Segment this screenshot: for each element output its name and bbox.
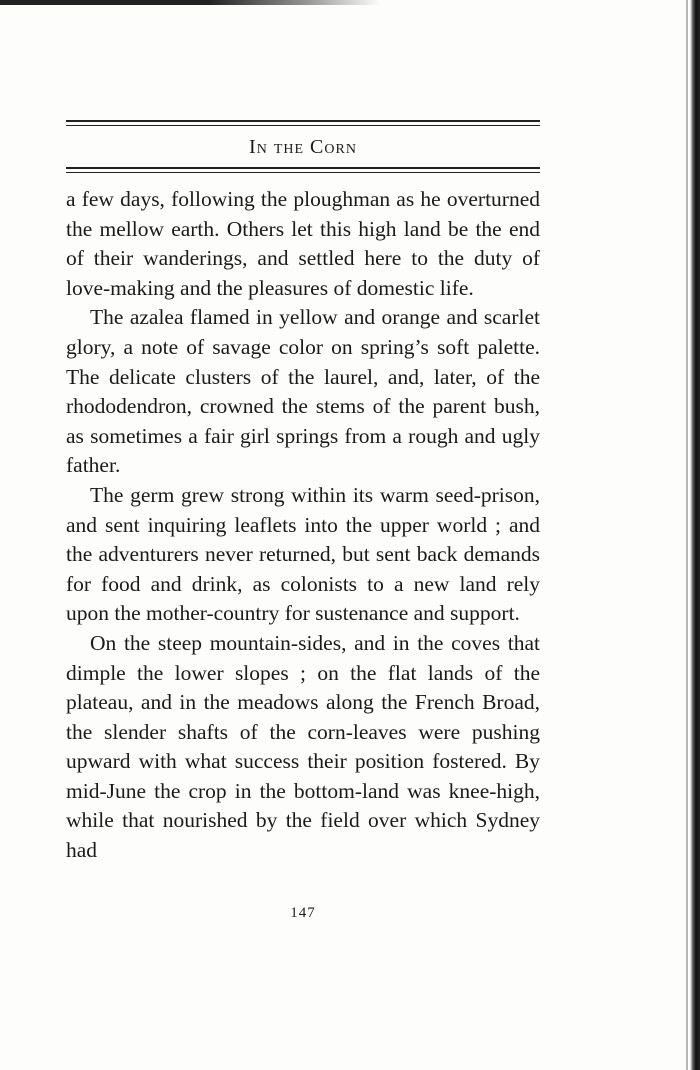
scan-right-edge	[690, 0, 700, 1070]
paragraph: On the steep mountain-sides, and in the coves that dimple the lower slopes ; on the flat lands of the plateau, and in the meadows along the French Broad, the slender shafts of the corn-leaves were pushing upward with what success their position fostered. By mid-June the crop in the bottom-land was knee-high, while that nourished by the field over which Sydney had	[66, 630, 540, 863]
scan-top-edge	[0, 0, 380, 5]
paragraph: The germ grew strong within its warm seed-prison, and sent inquiring leaflets into the upper world ; and the adventurers never returned, but sent back demands for food and drink, as colonists to a new land rely upon the mother-country for sustenance and support.	[66, 482, 540, 626]
header-rule-top	[66, 120, 540, 126]
header-rule-bottom	[66, 167, 540, 173]
paragraph: The azalea flamed in yellow and orange and scarlet glory, a note of savage color on spring’s soft palette. The delicate clusters of the laurel, and, later, of the rhododendron, crowned the stems of the parent bush, as sometimes a fair girl springs from a rough and ugly father.	[66, 305, 540, 478]
paragraph: a few days, following the ploughman as he overturned the mellow earth. Others let this high land be the end of their wanderings, and settled here to the duty of love-making and the pleasures of domestic life.	[66, 187, 540, 300]
body-text	[66, 185, 540, 866]
running-head: In the Corn	[249, 136, 357, 158]
page-header	[66, 120, 540, 173]
page-number: 147	[290, 905, 316, 921]
